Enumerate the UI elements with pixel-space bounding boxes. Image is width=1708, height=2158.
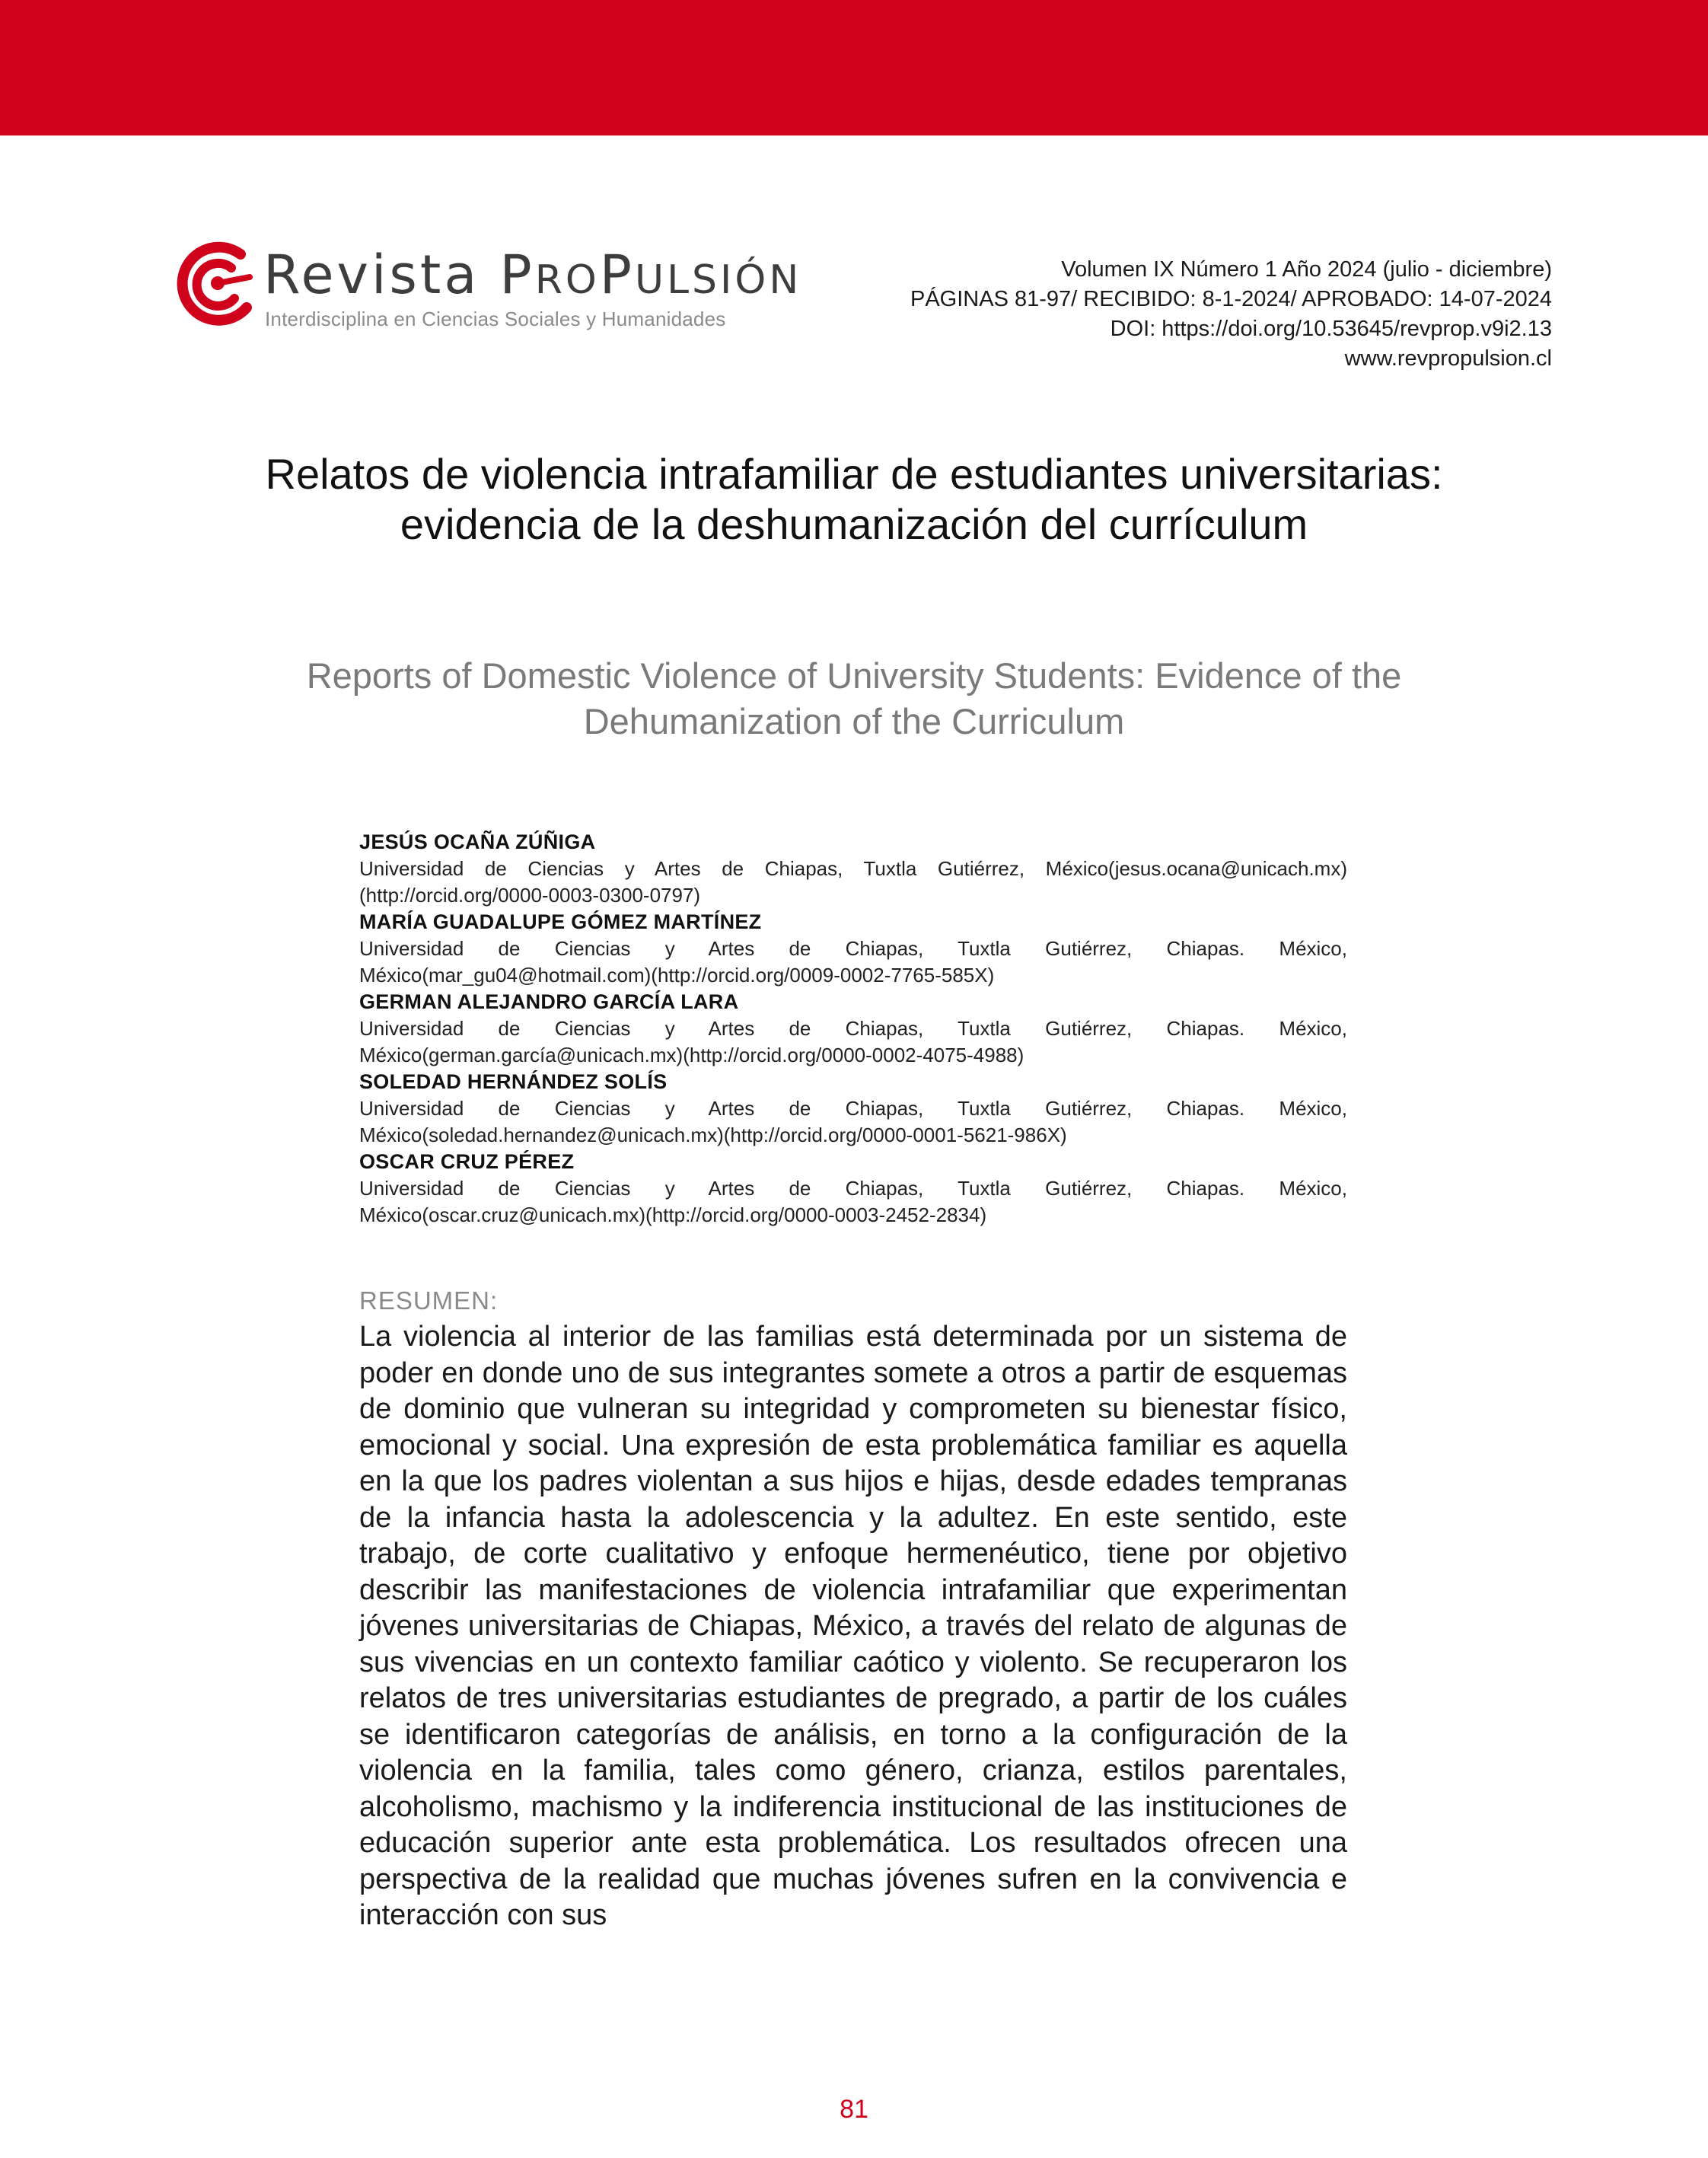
author-list: [359, 829, 1347, 1229]
volume-line: Volumen IX Número 1 Año 2024 (julio - diciembre): [1061, 257, 1552, 282]
abstract-heading: RESUMEN:: [359, 1286, 499, 1315]
author-entry: [359, 1069, 1347, 1149]
author-affiliation: Universidad de Ciencias y Artes de Chiapas, Tuxtla Gutiérrez, Chiapas. México, México(mar_gu04@hotmail.com)(http://orcid.org/0009-0002-7765-585X): [359, 937, 1347, 987]
journal-name: Revista PROPULSIÓN: [263, 244, 802, 306]
journal-tagline: Interdisciplina en Ciencias Sociales y Humanidades: [265, 308, 726, 330]
author-name: GERMAN ALEJANDRO GARCÍA LARA: [359, 990, 739, 1013]
pages-dates-line: PÁGINAS 81-97/ RECIBIDO: 8-1-2024/ APROBADO: 14-07-2024: [910, 287, 1552, 311]
abstract-body: La violencia al interior de las familias está determinada por un sistema de poder en donde uno de sus integrantes somete a otros a partir de esquemas de dominio que vulneran su integridad y comprometen su bienestar físico, emocional y social. Una expresión de esta problemática familiar es aquella en la que los padres violentan a sus hijos e hijas, desde edades tempranas de la infancia hasta la adolescencia y la adultez. En este sentido, este trabajo, de corte cualitativo y enfoque hermenéutico, tiene por objetivo describir las manifestaciones de violencia intrafamiliar que experimentan jóvenes universitarias de Chiapas, México, a través del relato de algunas de sus vivencias en un contexto familiar caótico y violento. Se recuperaron los relatos de tres universitarias estudiantes de pregrado, a partir de los cuáles se identificaron categorías de análisis, en torno a la configuración de la violencia en la familia, tales como género, crianza, estilos parentales, alcoholismo, machismo y la indiferencia institucional de las instituciones de educación superior ante esta problemática. Los resultados ofrecen una perspectiva de la realidad que muchas jóvenes sufren en la convivencia e interacción con sus: [359, 1321, 1347, 1931]
author-entry: [359, 1149, 1347, 1229]
red-spiral-c-icon: [174, 237, 257, 327]
journal-logo: [174, 237, 802, 336]
author-entry: [359, 989, 1347, 1069]
author-affiliation: Universidad de Ciencias y Artes de Chiapas, Tuxtla Gutiérrez, Chiapas. México, México(german.garcía@unicach.mx)(http://orcid.org/0000-0002-4075-4988): [359, 1017, 1347, 1066]
author-entry: [359, 909, 1347, 989]
website-link[interactable]: www.revpropulsion.cl: [1344, 346, 1552, 371]
author-affiliation: Universidad de Ciencias y Artes de Chiapas, Tuxtla Gutiérrez, Chiapas. México, México(oscar.cruz@unicach.mx)(http://orcid.org/0000-0003-2452-2834): [359, 1177, 1347, 1226]
doi-link[interactable]: DOI: https://doi.org/10.53645/revprop.v9i2.13: [1110, 317, 1552, 341]
article-title-spanish: Relatos de violencia intrafamiliar de estudiantes universitarias: evidencia de la deshumanización del currículum: [265, 450, 1443, 548]
page-number: 81: [840, 2095, 868, 2124]
author-affiliation: Universidad de Ciencias y Artes de Chiapas, Tuxtla Gutiérrez, Chiapas. México, México(soledad.hernandez@unicach.mx)(http://orcid.org/0000-0001-5621-986X): [359, 1097, 1347, 1146]
author-name: MARÍA GUADALUPE GÓMEZ MARTÍNEZ: [359, 910, 762, 933]
author-name: OSCAR CRUZ PÉREZ: [359, 1150, 575, 1173]
author-affiliation: Universidad de Ciencias y Artes de Chiapas, Tuxtla Gutiérrez, México(jesus.ocana@unicach.mx)(http://orcid.org/0000-0003-0300-0797): [359, 857, 1347, 907]
author-name: SOLEDAD HERNÁNDEZ SOLÍS: [359, 1070, 668, 1093]
issue-metadata: [910, 255, 1552, 374]
top-red-band: [0, 0, 1708, 135]
author-entry: [359, 829, 1347, 909]
author-name: JESÚS OCAÑA ZÚÑIGA: [359, 830, 596, 853]
article-title-english: Reports of Domestic Violence of University Students: Evidence of the Dehumanization of the Curriculum: [306, 655, 1402, 741]
